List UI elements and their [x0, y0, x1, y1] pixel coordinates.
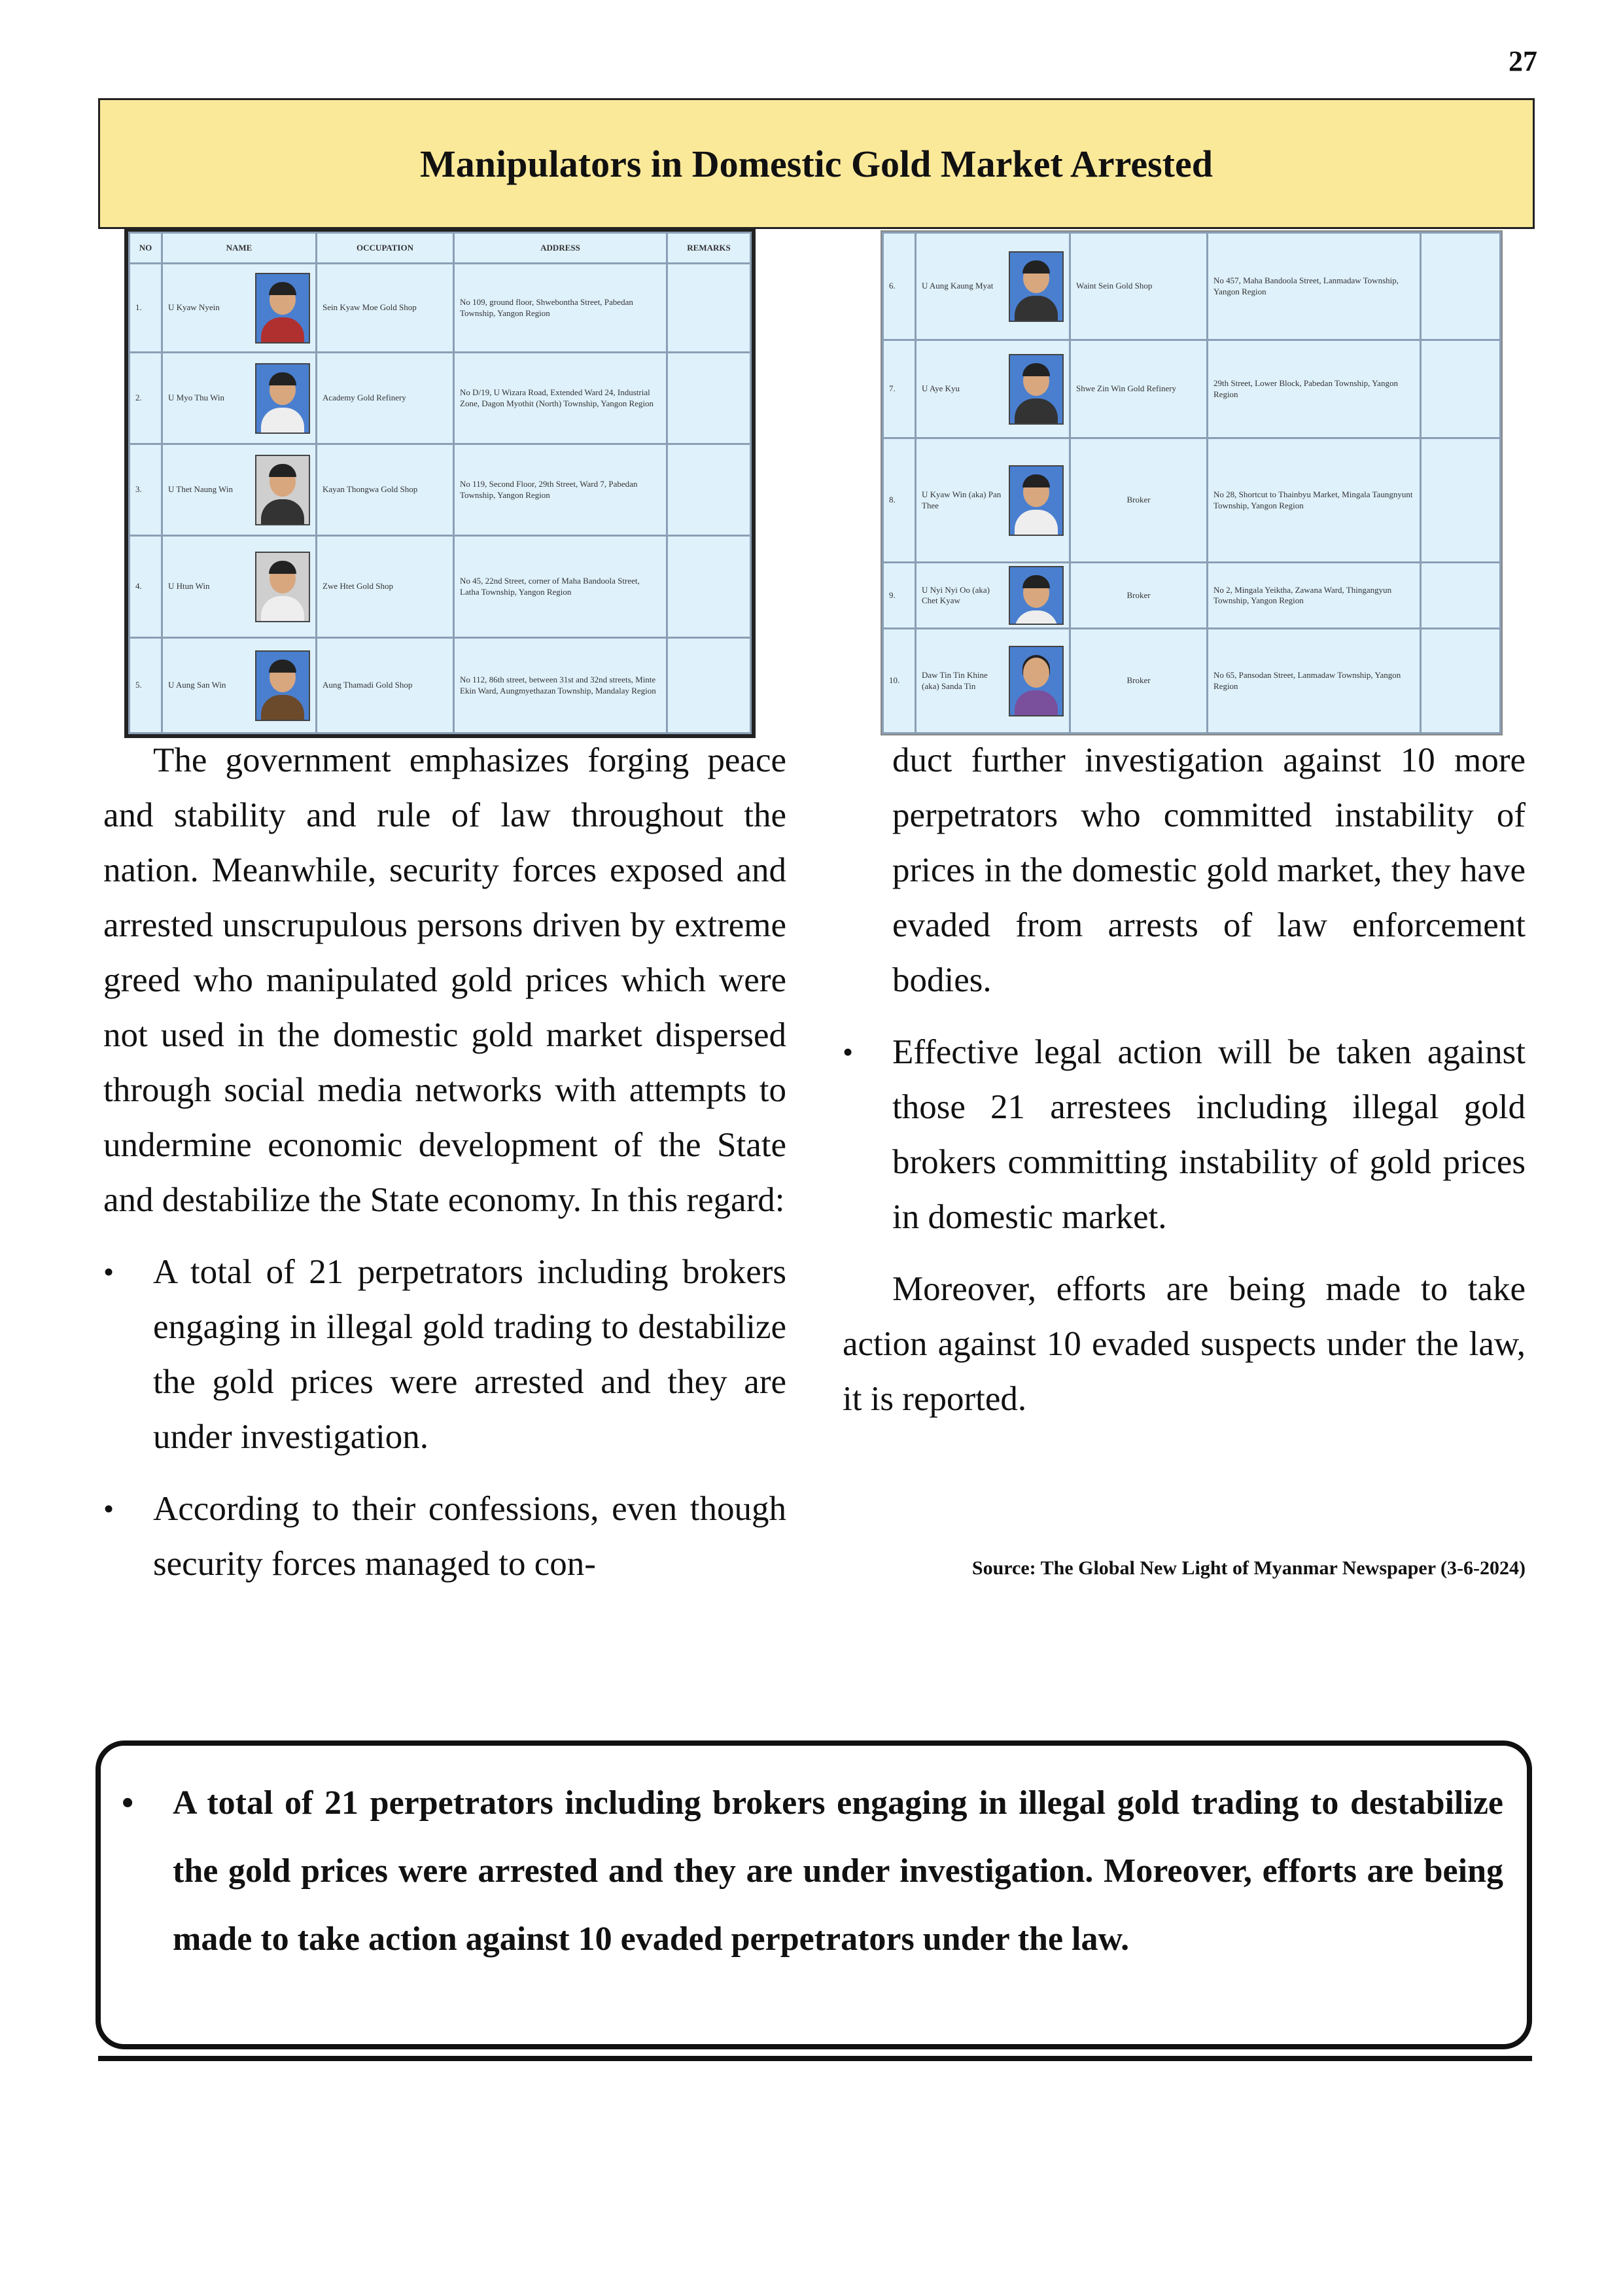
article-intro: The government emphasizes forging peace and stability and rule of law throughout the nation. Meanwhile, security forces exposed and arrested unscrupulous persons driven by extreme greed who manipulated gold prices which were not used in the domestic gold market dispersed through social media networks with attempts to undermine economic development of the State and destabilize the State economy. In this regard: — [103, 741, 786, 1219]
row-no: 2. — [130, 353, 162, 444]
suspects-table-left — [128, 232, 752, 734]
row-remarks — [1421, 563, 1501, 629]
row-address: No 65, Pansodan Street, Lanmadaw Township, Yangon Region — [1208, 629, 1421, 733]
row-remarks — [667, 264, 751, 353]
article-closing: Moreover, efforts are being made to take action against 10 evaded suspects under the law, it is reported. — [843, 1270, 1526, 1418]
row-no: 7. — [883, 340, 916, 438]
row-address: No 457, Maha Bandoola Street, Lanmadaw Township, Yangon Region — [1208, 233, 1421, 340]
page-number: 27 — [1509, 45, 1537, 77]
table-row — [883, 340, 1501, 438]
row-name-cell — [916, 563, 1070, 629]
row-address: No 112, 86th street, between 31st and 32nd streets, Minte Ekin Ward, Aungmyethazan Township, Mandalay Region — [454, 638, 667, 733]
bottom-rule — [98, 2056, 1532, 2061]
suspects-table-right — [882, 232, 1501, 734]
row-no: 4. — [130, 536, 162, 638]
summary-text: • A total of 21 perpetrators including brokers engaging in illegal gold trading to destabilize the gold prices were arrested and they are under investigation. Moreover, efforts are being made to take action against 10 evaded perpetrators under the law. — [173, 1769, 1503, 1973]
table-row — [130, 638, 751, 733]
row-name-cell — [916, 233, 1070, 340]
row-name: U Kyaw Nyein — [168, 302, 220, 313]
row-name: U Thet Naung Win — [168, 484, 234, 495]
table-row — [883, 629, 1501, 733]
row-remarks — [667, 353, 751, 444]
row-name-cell — [916, 629, 1070, 733]
row-remarks — [1421, 233, 1501, 340]
row-address: No 45, 22nd Street, corner of Maha Bandoola Street, Latha Township, Yangon Region — [454, 536, 667, 638]
bullet-confessions-continued: duct further investigation against 10 more perpetrators who committed instability of prices in the domestic gold market, they have evaded from arrests of law enforcement bodies. — [892, 741, 1526, 999]
row-name: Daw Tin Tin Khine (aka) Sanda Tin — [922, 670, 988, 691]
row-no: 8. — [883, 438, 916, 563]
suspect-photo — [1009, 465, 1064, 536]
row-name: U Aung Kaung Myat — [922, 281, 994, 291]
suspect-photo — [1009, 251, 1064, 322]
suspect-photo — [255, 363, 310, 434]
suspect-photo — [1009, 354, 1064, 425]
table-row — [883, 233, 1501, 340]
suspect-photo — [1009, 646, 1064, 716]
table-row — [130, 264, 751, 353]
header-occupation: OCCUPATION — [317, 233, 454, 264]
summary-box — [96, 1740, 1532, 2049]
row-occupation: Broker — [1070, 629, 1208, 733]
suspect-photo — [255, 650, 310, 721]
row-occupation: Zwe Htet Gold Shop — [317, 536, 454, 638]
row-no: 3. — [130, 444, 162, 536]
row-name-cell — [162, 444, 317, 536]
row-name-cell — [916, 438, 1070, 563]
header-address: ADDRESS — [454, 233, 667, 264]
header-no: NO — [130, 233, 162, 264]
row-address: No 2, Mingala Yeiktha, Zawana Ward, Thingangyun Township, Yangon Region — [1208, 563, 1421, 629]
row-name: U Kyaw Win (aka) Pan Thee — [922, 489, 1002, 510]
row-occupation: Broker — [1070, 563, 1208, 629]
row-remarks — [667, 638, 751, 733]
table-row — [130, 353, 751, 444]
row-name: U Htun Win — [168, 581, 210, 592]
row-name: U Aung San Win — [168, 680, 226, 690]
row-address: No 119, Second Floor, 29th Street, Ward 7, Pabedan Township, Yangon Region — [454, 444, 667, 536]
row-address: No 28, Shortcut to Thainbyu Market, Mingala Taungnyunt Township, Yangon Region — [1208, 438, 1421, 563]
title-banner — [98, 98, 1535, 229]
article-column-right — [843, 733, 1526, 1426]
row-name-cell — [162, 536, 317, 638]
bullet-confessions: • According to their confessions, even though security forces managed to con- — [103, 1481, 786, 1591]
suspect-photo — [255, 552, 310, 622]
article-title: Manipulators in Domestic Gold Market Arrested — [420, 142, 1213, 185]
row-occupation: Waint Sein Gold Shop — [1070, 233, 1208, 340]
row-occupation: Aung Thamadi Gold Shop — [317, 638, 454, 733]
row-name: U Nyi Nyi Oo (aka) Chet Kyaw — [922, 584, 990, 605]
bullet-legal-action: • Effective legal action will be taken against those 21 arrestees including illegal gold brokers committing instability of gold prices in domestic market. — [843, 1025, 1526, 1245]
row-name-cell — [162, 353, 317, 444]
row-address: No D/19, U Wizara Road, Extended Ward 24, Industrial Zone, Dagon Myothit (North) Township, Yangon Region — [454, 353, 667, 444]
table-row — [130, 536, 751, 638]
row-occupation: Shwe Zin Win Gold Refinery — [1070, 340, 1208, 438]
row-remarks — [667, 536, 751, 638]
row-occupation: Kayan Thongwa Gold Shop — [317, 444, 454, 536]
row-no: 1. — [130, 264, 162, 353]
header-remarks: REMARKS — [667, 233, 751, 264]
header-name: NAME — [162, 233, 317, 264]
row-occupation: Academy Gold Refinery — [317, 353, 454, 444]
table-row — [883, 438, 1501, 563]
row-name: U Aye Kyu — [922, 383, 960, 394]
row-no: 10. — [883, 629, 916, 733]
table-row — [130, 444, 751, 536]
row-name-cell — [916, 340, 1070, 438]
row-remarks — [1421, 340, 1501, 438]
bullet-arrests: • A total of 21 perpetrators including brokers engaging in illegal gold trading to destabilize the gold prices were arrested and they are under investigation. — [103, 1245, 786, 1464]
row-no: 9. — [883, 563, 916, 629]
row-remarks — [667, 444, 751, 536]
table-row — [883, 563, 1501, 629]
row-occupation: Sein Kyaw Moe Gold Shop — [317, 264, 454, 353]
table-header-row — [130, 233, 751, 264]
row-address: No 109, ground floor, Shwebontha Street, Pabedan Township, Yangon Region — [454, 264, 667, 353]
suspect-photo — [255, 455, 310, 525]
row-no: 5. — [130, 638, 162, 733]
row-name: U Myo Thu Win — [168, 393, 225, 403]
source-credit: Source: The Global New Light of Myanmar Newspaper (3-6-2024) — [971, 1557, 1526, 1579]
suspect-photo — [255, 273, 310, 344]
row-address: 29th Street, Lower Block, Pabedan Township, Yangon Region — [1208, 340, 1421, 438]
suspect-photo — [1009, 566, 1064, 625]
row-remarks — [1421, 629, 1501, 733]
row-no: 6. — [883, 233, 916, 340]
row-occupation: Broker — [1070, 438, 1208, 563]
row-name-cell — [162, 264, 317, 353]
row-remarks — [1421, 438, 1501, 563]
row-name-cell — [162, 638, 317, 733]
article-column-left — [103, 733, 786, 1591]
